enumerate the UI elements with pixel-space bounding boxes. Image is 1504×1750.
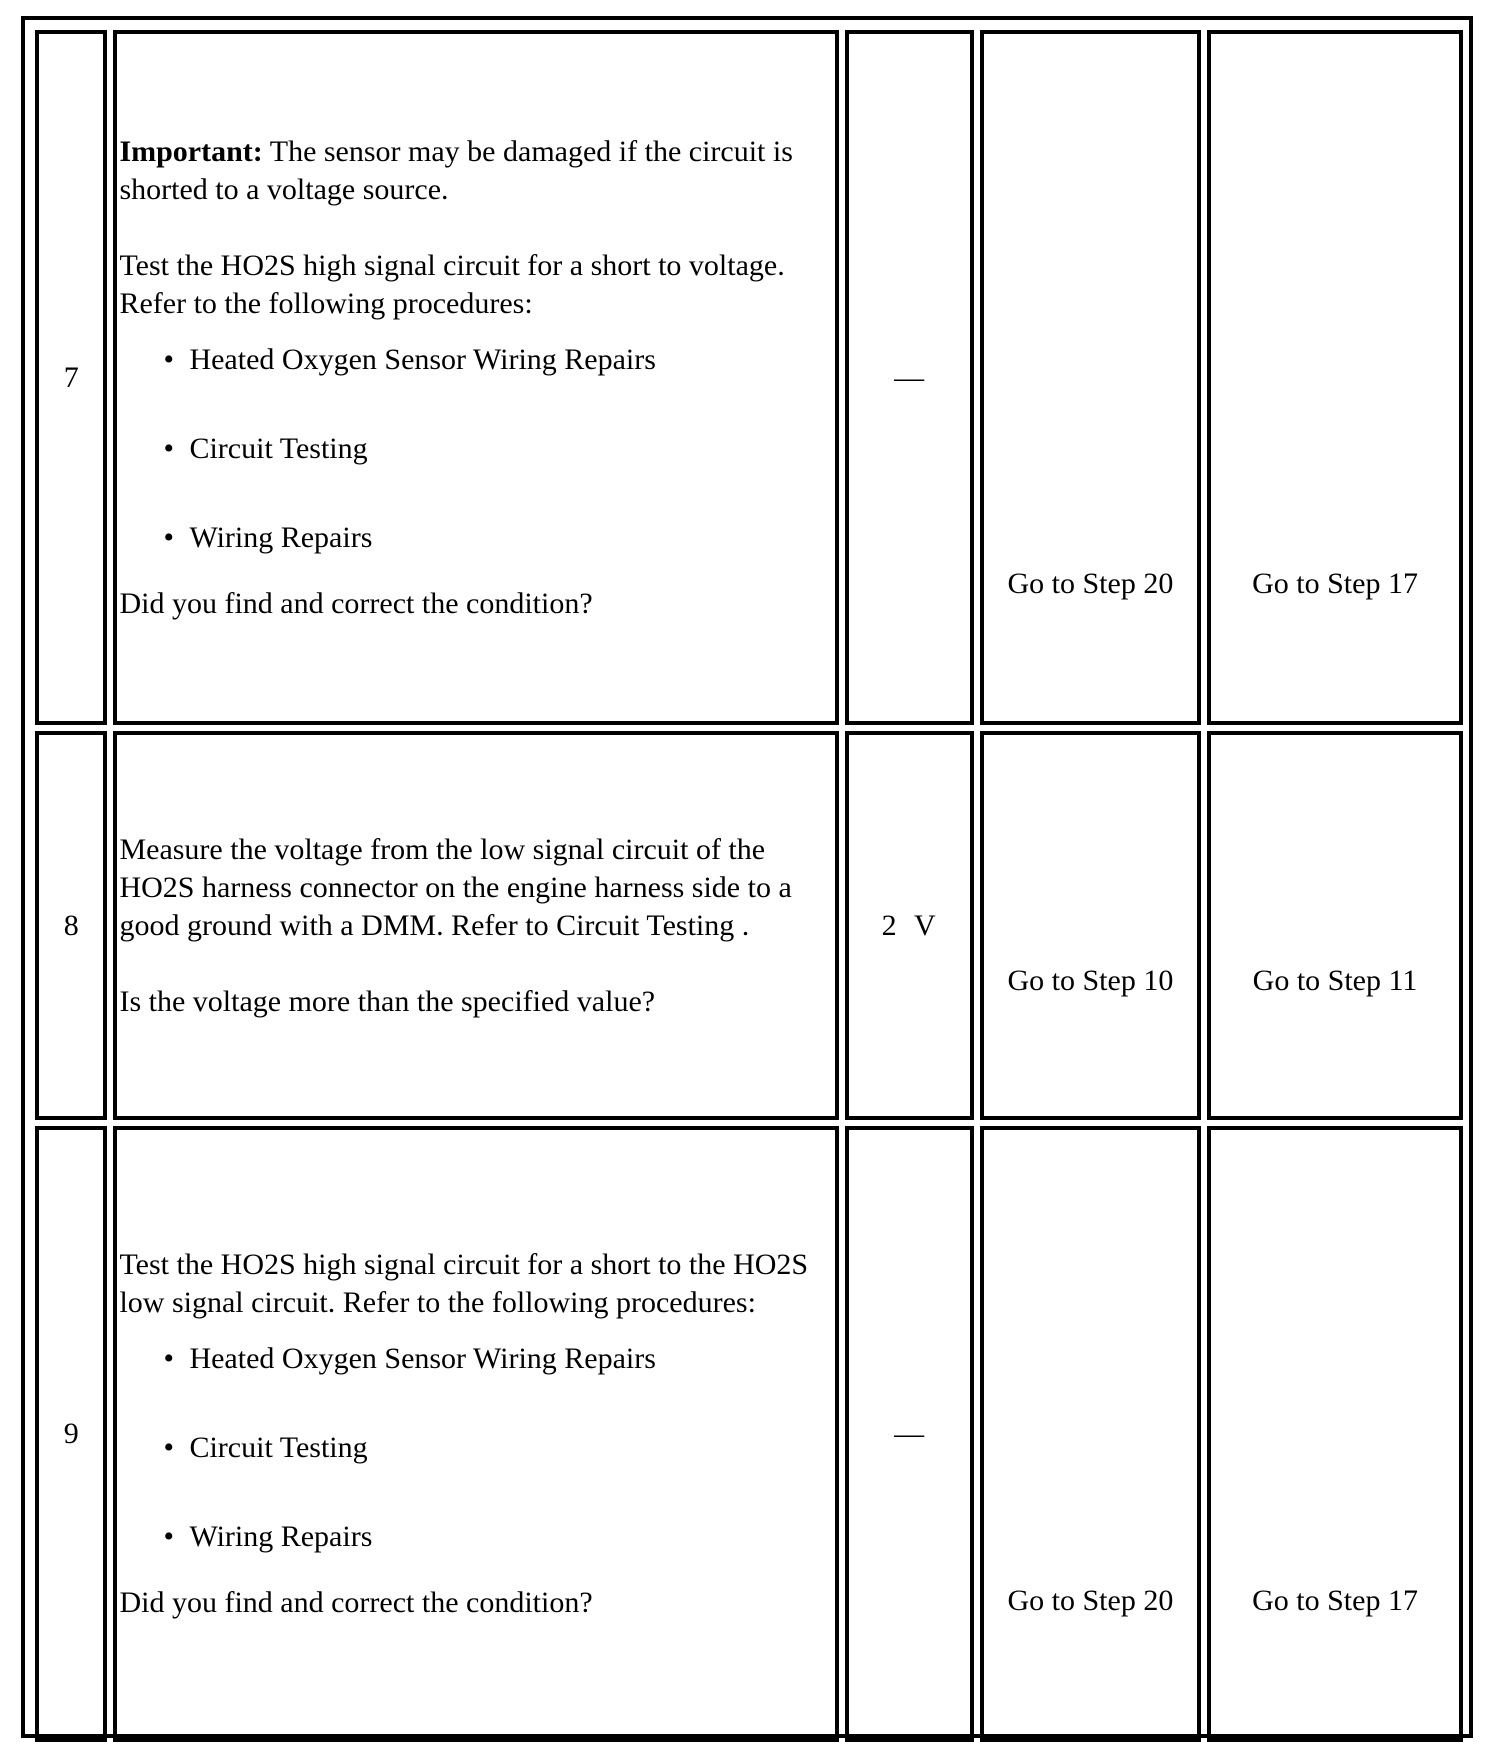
- no-result: Go to Step 17: [1252, 567, 1418, 600]
- step-number-cell: [35, 731, 107, 1120]
- list-item: [119, 1429, 834, 1467]
- procedure-list: [119, 341, 834, 557]
- procedure-link: Wiring Repairs: [189, 1520, 373, 1553]
- step-number: 7: [63, 360, 79, 394]
- action-question: Did you find and correct the condition?: [119, 586, 593, 620]
- no-cell: [1207, 731, 1463, 1120]
- no-cell: [1207, 1126, 1463, 1742]
- yes-result: Go to Step 20: [1007, 1584, 1174, 1617]
- procedure-list: [119, 1340, 834, 1556]
- table-row: [35, 731, 1463, 1120]
- value-cell: [845, 30, 974, 725]
- yes-cell: [980, 1126, 1201, 1742]
- important-text: The sensor may be damaged if the circuit is shorted to a voltage source.: [119, 134, 793, 206]
- bullet-icon: •: [163, 1342, 174, 1375]
- important-note: [119, 133, 834, 209]
- bullet-icon: •: [163, 1431, 174, 1464]
- diagnostic-table-frame: [21, 16, 1473, 1738]
- yes-cell: [980, 731, 1201, 1120]
- action-instruction: Test the HO2S high signal circuit for a short to the HO2S low signal circuit. Refer to the following procedures:: [119, 1248, 809, 1319]
- procedure-link: Heated Oxygen Sensor Wiring Repairs: [189, 342, 656, 376]
- table-row: [35, 30, 1463, 725]
- yes-result: Go to Step 10: [1007, 963, 1174, 997]
- table-row: [35, 1126, 1463, 1742]
- list-item: [119, 1340, 834, 1378]
- specified-value: —: [894, 1417, 925, 1450]
- action-instruction: Test the HO2S high signal circuit for a short to voltage. Refer to the following procedures:: [119, 248, 785, 320]
- procedure-link: Circuit Testing: [189, 431, 368, 465]
- no-result: Go to Step 11: [1252, 963, 1418, 997]
- list-item: [119, 519, 834, 557]
- step-number: 9: [63, 1417, 79, 1450]
- step-number: 8: [63, 908, 79, 942]
- procedure-link: Wiring Repairs: [189, 520, 373, 554]
- value-cell: [845, 731, 974, 1120]
- procedure-link: Circuit Testing: [189, 1431, 368, 1464]
- specified-value: —: [894, 360, 925, 394]
- specified-value: 2 V: [881, 908, 937, 942]
- list-item: [119, 1518, 834, 1556]
- bullet-icon: •: [163, 520, 174, 554]
- no-result: Go to Step 17: [1252, 1584, 1418, 1617]
- bullet-icon: •: [163, 1520, 174, 1553]
- action-cell: [113, 731, 838, 1120]
- diagnostic-steps-table: [29, 24, 1469, 1748]
- action-instruction: Measure the voltage from the low signal circuit of the HO2S harness connector on the engine harness side to a good ground with a DMM. Refer to Circuit Testing .: [119, 832, 792, 942]
- action-cell: [113, 1126, 838, 1742]
- bullet-icon: •: [163, 431, 174, 465]
- action-question: Did you find and correct the condition?: [119, 1586, 593, 1619]
- step-number-cell: [35, 1126, 107, 1742]
- list-item: [119, 341, 834, 379]
- important-label: Important:: [119, 134, 263, 168]
- yes-cell: [980, 30, 1201, 725]
- action-question: Is the voltage more than the specified value?: [119, 984, 656, 1018]
- list-item: [119, 430, 834, 468]
- yes-result: Go to Step 20: [1007, 567, 1174, 600]
- bullet-icon: •: [163, 342, 174, 376]
- procedure-link: Heated Oxygen Sensor Wiring Repairs: [189, 1342, 656, 1375]
- no-cell: [1207, 30, 1463, 725]
- step-number-cell: [35, 30, 107, 725]
- value-cell: [845, 1126, 974, 1742]
- action-cell: [113, 30, 838, 725]
